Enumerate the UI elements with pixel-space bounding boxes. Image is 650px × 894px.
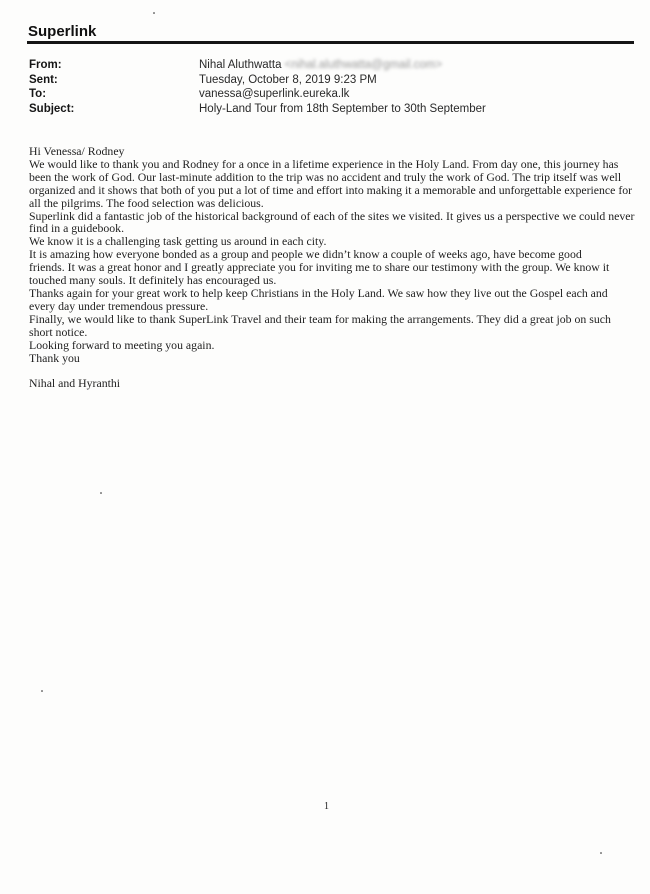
header-divider	[27, 41, 634, 44]
to-row	[29, 87, 629, 102]
body-line: friends. It was a great honor and I greatly appreciate you for inviting me to share our testimony with the group. We know it	[29, 260, 610, 275]
scan-speck	[600, 852, 602, 854]
body-line: It is amazing how everyone bonded as a group and people we didn’t know a couple of weeks ago, have become good	[29, 247, 582, 262]
scan-speck	[100, 492, 102, 494]
body-line: Thanks again for your great work to help keep Christians in the Holy Land. We saw how they live out the Gospel each and	[29, 285, 608, 300]
body-line: every day under tremendous pressure.	[29, 298, 209, 313]
subject-label: Subject:	[29, 102, 75, 115]
from-label: From:	[29, 59, 62, 71]
body-line: all the pilgrims. The food selection was delicious.	[29, 195, 264, 210]
from-name: Nihal Aluthwatta	[199, 59, 282, 71]
body-line: Finally, we would like to thank SuperLink Travel and their team for making the arrangements. They did a great job on such	[29, 311, 611, 326]
sent-label: Sent:	[29, 73, 58, 86]
body-line: Thank you	[29, 350, 80, 365]
signature: Nihal and Hyranthi	[29, 376, 121, 391]
subject-row	[29, 102, 629, 117]
page-number: 1	[324, 801, 329, 812]
body-line: We know it is a challenging task getting us around in each city.	[29, 234, 327, 249]
body-line: Superlink did a fantastic job of the historical background of each of the sites we visited. It gives us a perspective we could never	[29, 208, 635, 223]
scan-speck	[41, 690, 43, 692]
sent-value: Tuesday, October 8, 2019 9:23 PM	[199, 73, 377, 86]
body-line: Looking forward to meeting you again.	[29, 337, 215, 352]
email-header	[29, 58, 629, 116]
body-line: organized and it shows that both of you put a lot of time and effort into making it a memorable and unforgettable experience for	[29, 182, 633, 197]
body-line: We would like to thank you and Rodney for a once in a lifetime experience in the Holy Land. From day one, this journey has	[29, 156, 619, 171]
body-line: been the work of God. Our last-minute addition to the trip was no accident and truly the work of God. The trip itself was well	[29, 169, 622, 184]
to-label: To:	[29, 88, 47, 100]
scan-speck	[153, 12, 155, 14]
redacted-email: <nihal.aluthwatta@gmail.com>	[284, 59, 443, 71]
body-line: touched many souls. It definitely has encouraged us.	[29, 273, 277, 288]
greeting: Hi Venessa/ Rodney	[29, 144, 125, 158]
from-row	[29, 58, 629, 73]
from-value	[199, 58, 442, 73]
email-body	[29, 145, 641, 390]
to-value: vanessa@superlink.eureka.lk	[199, 88, 350, 100]
subject-value: Holy-Land Tour from 18th September to 30th September	[199, 102, 486, 115]
org-name: Superlink	[28, 23, 97, 40]
body-line: short notice.	[29, 324, 88, 339]
sent-row	[29, 73, 629, 88]
body-line: find in a guidebook.	[29, 221, 125, 236]
spacer	[29, 364, 641, 377]
